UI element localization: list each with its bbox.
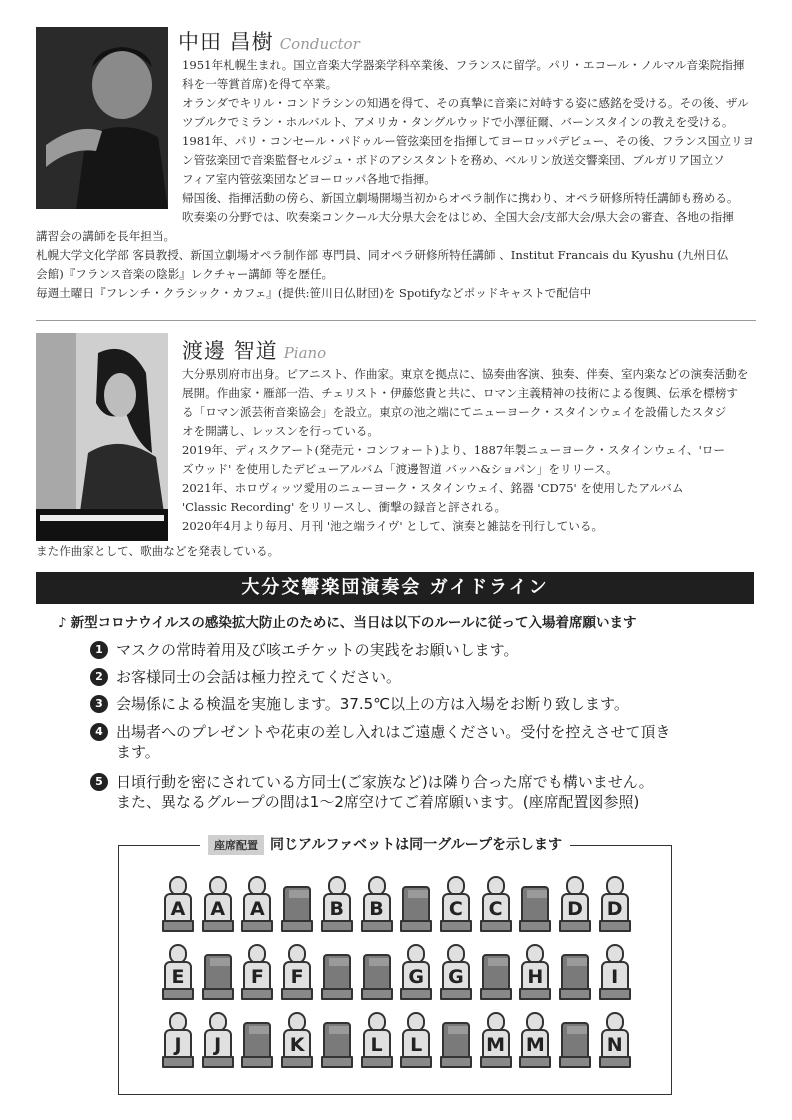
seat-group-label: A xyxy=(204,893,232,925)
pianist-bio-line: オを開講し、レッスンを行っている。 xyxy=(182,424,379,438)
rule-text: 会場係による検温を実施します。37.5℃以上の方は入場をお断り致します。 xyxy=(116,695,629,713)
seat-empty xyxy=(559,1012,591,1070)
seat-empty xyxy=(321,944,353,1002)
seat-base-icon xyxy=(599,920,631,932)
seat-group-label: C xyxy=(442,893,470,925)
seat-base-icon xyxy=(559,1056,591,1068)
rule-item xyxy=(90,694,730,714)
seat-empty xyxy=(559,944,591,1002)
conductor-name-row xyxy=(178,26,360,56)
empty-chair-icon xyxy=(521,886,549,924)
pianist-bio-line: 大分県別府市出身。ピアニスト、作曲家。東京を拠点に、協奏曲客演、独奏、伴奏、室内楽などの演奏活動を xyxy=(182,367,749,381)
seat-group-label: I xyxy=(601,961,629,993)
seat-occupied xyxy=(400,1012,432,1070)
conductor-bio-line: 講習会の講師を長年担当。 xyxy=(36,229,176,243)
seat-base-icon xyxy=(559,988,591,1000)
seat-empty xyxy=(281,876,313,934)
seat-group-label: J xyxy=(164,1029,192,1061)
conductor-role: Conductor xyxy=(279,35,360,53)
seat-base-icon xyxy=(281,1056,313,1068)
conductor-bio-line: 科を一等賞首席)を得て卒業。 xyxy=(182,77,338,91)
seat-base-icon xyxy=(162,1056,194,1068)
conductor-photo xyxy=(36,27,168,209)
seat-occupied xyxy=(519,944,551,1002)
seating-caption-text: 同じアルファベットは同一グループを示します xyxy=(270,837,563,853)
seat-base-icon xyxy=(162,920,194,932)
seat-empty xyxy=(321,1012,353,1070)
seat-occupied xyxy=(162,944,194,1002)
empty-chair-icon xyxy=(482,954,510,992)
seat-group-label: C xyxy=(482,893,510,925)
seat-base-icon xyxy=(519,1056,551,1068)
conductor-bio-line: 1981年、パリ・コンセール・パドゥルー管弦楽団を指揮してヨーロッパデビュー、その後、フランス国立リヨ xyxy=(182,134,755,148)
seat-base-icon xyxy=(519,920,551,932)
seat-group-label: L xyxy=(402,1029,430,1061)
seat-base-icon xyxy=(440,1056,472,1068)
rule-item xyxy=(90,640,730,660)
seat-group-label: K xyxy=(283,1029,311,1061)
seat-group-label: L xyxy=(363,1029,391,1061)
pianist-name-row xyxy=(182,335,326,365)
seat-base-icon xyxy=(599,1056,631,1068)
rule-text: 出場者へのプレゼントや花束の差し入れはご遠慮ください。受付を控えさせて頂き xyxy=(116,723,671,741)
seat-group-label: F xyxy=(283,961,311,993)
seat-group-label: G xyxy=(402,961,430,993)
pianist-bio-line: また作曲家として、歌曲などを発表している。 xyxy=(36,544,280,558)
seat-empty xyxy=(519,876,551,934)
empty-chair-icon xyxy=(323,1022,351,1060)
pianist-name: 渡邊 智道 xyxy=(182,339,278,363)
pianist-bio-line: 展開。作曲家・雁部一浩、チェリスト・伊藤悠貴と共に、ロマン主義精神の技術による復興、伝承を標榜す xyxy=(182,386,738,400)
seat-base-icon xyxy=(400,1056,432,1068)
empty-chair-icon xyxy=(243,1022,271,1060)
seat-group-label: F xyxy=(243,961,271,993)
pianist-bio xyxy=(182,365,762,536)
seat-group-label: A xyxy=(243,893,271,925)
seat-base-icon xyxy=(361,988,393,1000)
seat-base-icon xyxy=(321,988,353,1000)
pianist-bio-line: ズウッド' を使用したデビューアルバム「渡邊智道 バッハ&ショパン」をリリース。 xyxy=(182,462,618,476)
seat-group-label: J xyxy=(204,1029,232,1061)
guideline-intro-text: 新型コロナウイルスの感染拡大防止のために、当日は以下のルールに従って入場着席願います xyxy=(70,615,637,631)
conductor-bio-line: 帰国後、指揮活動の傍ら、新国立劇場開場当初からオペラ制作に携わり、オペラ研修所特任講師も務める。 xyxy=(182,191,739,205)
seat-base-icon xyxy=(281,920,313,932)
conductor-bio-line: ツブルクでミラン・ホルバルト、アメリカ・タングルウッドで小澤征爾、バーンスタインの教えを受ける。 xyxy=(182,115,734,129)
seat-occupied xyxy=(480,1012,512,1070)
seat-occupied xyxy=(202,876,234,934)
seat-base-icon xyxy=(202,988,234,1000)
seat-base-icon xyxy=(321,920,353,932)
seat-empty xyxy=(241,1012,273,1070)
seat-occupied xyxy=(281,944,313,1002)
seating-tag: 座席配置 xyxy=(208,835,264,855)
seat-empty xyxy=(480,944,512,1002)
seat-occupied xyxy=(599,876,631,934)
empty-chair-icon xyxy=(442,1022,470,1060)
pianist-bio-line: 2021年、ホロヴィッツ愛用のニューヨーク・スタインウェイ、銘器 'CD75' を使用したアルバム xyxy=(182,481,684,495)
seat-group-label: H xyxy=(521,961,549,993)
rule-text: 日頃行動を密にされている方同士(ご家族など)は隣り合った席でも構いません。 xyxy=(116,773,654,791)
empty-chair-icon xyxy=(323,954,351,992)
pianist-portrait-icon xyxy=(36,333,168,541)
seat-base-icon xyxy=(440,920,472,932)
seat-occupied xyxy=(162,876,194,934)
conductor-bio-line: 吹奏楽の分野では、吹奏楽コンクール大分県大会をはじめ、全国大会/支部大会/県大会の審査、各地の指揮 xyxy=(182,210,734,224)
empty-chair-icon xyxy=(561,954,589,992)
seat-occupied xyxy=(440,944,472,1002)
empty-chair-icon xyxy=(283,886,311,924)
seat-base-icon xyxy=(361,1056,393,1068)
seat-base-icon xyxy=(162,988,194,1000)
seat-group-label: B xyxy=(363,893,391,925)
seat-base-icon xyxy=(202,920,234,932)
seat-base-icon xyxy=(480,920,512,932)
seat-occupied xyxy=(162,1012,194,1070)
seat-occupied xyxy=(599,1012,631,1070)
conductor-bio-line: 札幌大学文化学部 客員教授、新国立劇場オペラ制作部 専門員、同オペラ研修所特任講師 、Institut Francais du Kyushu (九州日仏 xyxy=(36,248,729,262)
seat-base-icon xyxy=(400,920,432,932)
rule-text: マスクの常時着用及び咳エチケットの実践をお願いします。 xyxy=(116,641,519,659)
seat-empty xyxy=(361,944,393,1002)
conductor-bio xyxy=(182,56,762,227)
seat-group-label: B xyxy=(323,893,351,925)
seat-base-icon xyxy=(241,1056,273,1068)
seat-empty xyxy=(202,944,234,1002)
seat-base-icon xyxy=(321,1056,353,1068)
seat-occupied xyxy=(241,876,273,934)
conductor-bio-line: フィア室内管弦楽団などヨーロッパ各地で指揮。 xyxy=(182,172,436,186)
pianist-bio-line: る「ロマン派芸術音楽協会」を設立。東京の池之端にてニューヨーク・スタインウェイを設備したスタジ xyxy=(182,405,727,419)
section-divider xyxy=(36,320,756,321)
seat-empty xyxy=(400,876,432,934)
rule-item xyxy=(90,722,730,762)
conductor-bio-line: 1951年札幌生まれ。国立音楽大学器楽学科卒業後、フランスに留学。パリ・エコール・ノルマル音楽院指揮 xyxy=(182,58,745,72)
seat-occupied xyxy=(321,876,353,934)
seat-base-icon xyxy=(361,920,393,932)
seat-group-label: N xyxy=(601,1029,629,1061)
seat-base-icon xyxy=(241,920,273,932)
seat-base-icon xyxy=(281,988,313,1000)
pianist-role: Piano xyxy=(283,344,327,362)
seat-group-label: D xyxy=(561,893,589,925)
pianist-bio-line: 2020年4月より毎月、月刊 '池之端ライヴ' として、演奏と雑誌を刊行している。 xyxy=(182,519,604,533)
music-note-icon: ♪ xyxy=(58,615,67,631)
seat-occupied xyxy=(202,1012,234,1070)
rule-item xyxy=(90,667,730,687)
empty-chair-icon xyxy=(561,1022,589,1060)
guideline-intro xyxy=(58,611,637,631)
rule-item xyxy=(90,772,730,812)
seat-base-icon xyxy=(480,988,512,1000)
seat-occupied xyxy=(361,1012,393,1070)
seat-base-icon xyxy=(480,1056,512,1068)
conductor-bio-line: 会館)『フランス音楽の陰影』レクチャー講師 等を歴任。 xyxy=(36,267,334,281)
number-badge-icon: 4 xyxy=(90,723,108,741)
seat-occupied xyxy=(480,876,512,934)
rule-text: ます。 xyxy=(116,743,160,761)
number-badge-icon: 2 xyxy=(90,668,108,686)
conductor-bio-line: ン管弦楽団で音楽監督セルジュ・ボドのアシスタントを務め、ベルリン放送交響楽団、ブルガリア国立ソ xyxy=(182,153,725,167)
seat-occupied xyxy=(519,1012,551,1070)
pianist-bio-full xyxy=(36,542,766,561)
conductor-bio-line: 毎週土曜日『フレンチ・クラシック・カフェ』(提供:笹川日仏財団)を Spotifyなどポッドキャストで配信中 xyxy=(36,286,592,300)
seat-occupied xyxy=(400,944,432,1002)
seat-occupied xyxy=(361,876,393,934)
seat-group-label: M xyxy=(482,1029,510,1061)
number-badge-icon: 5 xyxy=(90,773,108,791)
seat-base-icon xyxy=(202,1056,234,1068)
seat-base-icon xyxy=(599,988,631,1000)
guideline-title: 大分交響楽団演奏会 ガイドライン xyxy=(36,572,754,604)
seat-base-icon xyxy=(559,920,591,932)
seat-occupied xyxy=(599,944,631,1002)
empty-chair-icon xyxy=(402,886,430,924)
conductor-portrait-icon xyxy=(36,27,168,209)
seat-occupied xyxy=(440,876,472,934)
number-badge-icon: 1 xyxy=(90,641,108,659)
seat-base-icon xyxy=(400,988,432,1000)
seat-occupied xyxy=(241,944,273,1002)
seat-base-icon xyxy=(519,988,551,1000)
seat-group-label: D xyxy=(601,893,629,925)
pianist-bio-line: 'Classic Recording' をリリースし、衝撃の録音と評される。 xyxy=(182,500,507,514)
seating-caption xyxy=(200,834,570,855)
seat-group-label: A xyxy=(164,893,192,925)
seat-occupied xyxy=(559,876,591,934)
seat-group-label: E xyxy=(164,961,192,993)
seat-base-icon xyxy=(241,988,273,1000)
seat-group-label: G xyxy=(442,961,470,993)
seat-empty xyxy=(440,1012,472,1070)
empty-chair-icon xyxy=(204,954,232,992)
conductor-bio-line: オランダでキリル・コンドラシンの知遇を得て、その真摯に音楽に対峙する姿に感銘を受ける。その後、ザル xyxy=(182,96,749,110)
conductor-name: 中田 昌樹 xyxy=(178,30,274,54)
conductor-bio-full xyxy=(36,227,766,303)
pianist-bio-line: 2019年、ディスクアート(発売元・コンフォート)より、1887年製ニューヨーク・スタインウェイ、'ロー xyxy=(182,443,725,457)
seat-group-label: M xyxy=(521,1029,549,1061)
seat-base-icon xyxy=(440,988,472,1000)
pianist-photo xyxy=(36,333,168,541)
seat-occupied xyxy=(281,1012,313,1070)
rule-text: また、異なるグループの間は1～2席空けてご着席願います。(座席配置図参照) xyxy=(116,793,640,811)
number-badge-icon: 3 xyxy=(90,695,108,713)
rule-text: お客様同士の会話は極力控えてください。 xyxy=(116,668,402,686)
empty-chair-icon xyxy=(363,954,391,992)
